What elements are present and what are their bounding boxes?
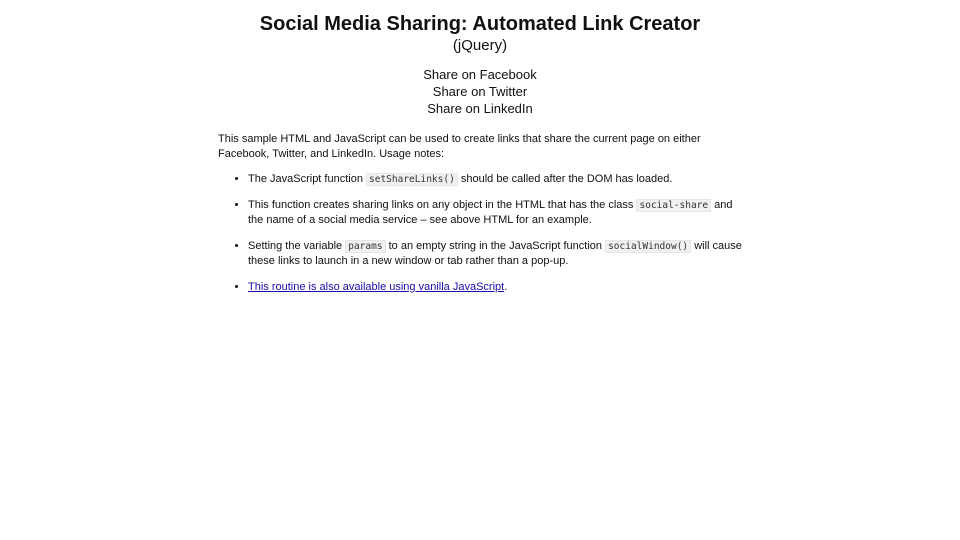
- page-title: Social Media Sharing: Automated Link Creator: [259, 13, 701, 35]
- code-snippet: setShareLinks(): [366, 173, 458, 186]
- intro-paragraph: This sample HTML and JavaScript can be used to create links that share the current page on either Facebook, Twitter, and LinkedIn. Usage notes:: [218, 133, 701, 160]
- share-links: [0, 66, 960, 117]
- code-snippet: params: [345, 240, 385, 253]
- list-item: [248, 172, 748, 188]
- share-facebook-link[interactable]: Share on Facebook: [423, 67, 537, 82]
- list-item: [248, 239, 748, 270]
- note-text: Setting the variable: [248, 239, 346, 252]
- note-text: will cause these links to launch in a new window or tab rather than a pop-up.: [248, 239, 742, 267]
- note-text: The JavaScript function: [248, 173, 367, 185]
- share-twitter-link[interactable]: Share on Twitter: [432, 84, 528, 99]
- list-item: [248, 280, 748, 296]
- note-text: This function creates sharing links on any object in the HTML that has the class: [248, 198, 637, 211]
- note-text: .: [504, 280, 508, 293]
- usage-content: [218, 132, 748, 305]
- list-item: [248, 198, 748, 229]
- page-subtitle: (jQuery): [452, 37, 508, 54]
- note-text: and the name of a social media service – see above HTML for an example.: [248, 198, 733, 226]
- code-snippet: social-share: [636, 199, 711, 212]
- usage-notes-list: [218, 172, 748, 295]
- share-linkedin-link[interactable]: Share on LinkedIn: [427, 101, 533, 116]
- vanilla-javascript-link[interactable]: This routine is also available using vanilla JavaScript: [248, 280, 505, 293]
- note-text: should be called after the DOM has loaded.: [457, 173, 673, 185]
- code-snippet: socialWindow(): [605, 240, 691, 253]
- note-text: to an empty string in the JavaScript function: [385, 239, 606, 252]
